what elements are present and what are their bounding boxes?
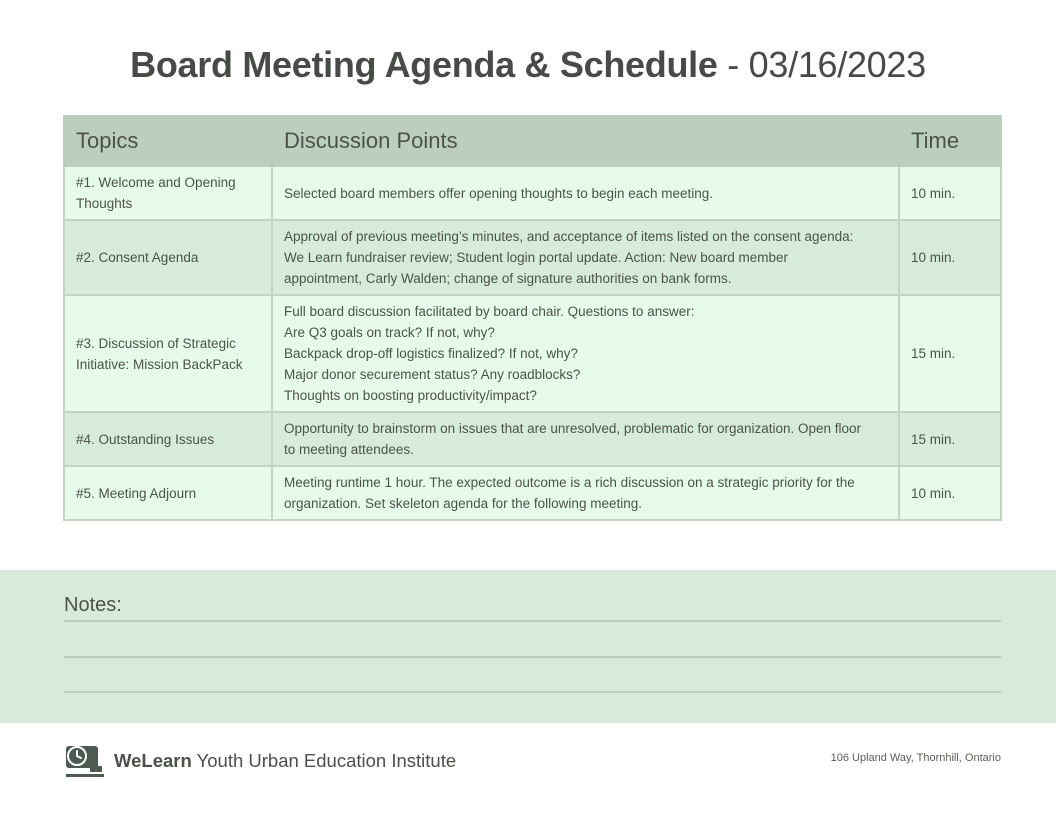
topic-line: Initiative: Mission BackPack bbox=[76, 356, 243, 372]
brand-name bbox=[114, 750, 456, 772]
point-line: Backpack drop-off logistics finalized? If not, why? bbox=[284, 346, 578, 361]
table-row bbox=[64, 295, 1001, 412]
notes-line bbox=[64, 656, 1001, 658]
notes-section bbox=[0, 570, 1056, 723]
header-topics: Topics bbox=[64, 116, 272, 166]
header-discussion-points: Discussion Points bbox=[272, 116, 899, 166]
point-line: Meeting runtime 1 hour. The expected outcome is a rich discussion on a strategic priority for the bbox=[284, 475, 855, 490]
topic-cell bbox=[64, 220, 272, 295]
topic-line: Thoughts bbox=[76, 196, 133, 211]
point-line: Opportunity to brainstorm on issues that are unresolved, problematic for organization. Open floor bbox=[284, 421, 862, 436]
header-time: Time bbox=[899, 116, 1001, 166]
topic-cell bbox=[64, 466, 272, 520]
table-row bbox=[64, 220, 1001, 295]
notes-line bbox=[64, 620, 1001, 622]
clock-monitor-icon bbox=[64, 744, 104, 778]
point-line: Are Q3 goals on track? If not, why? bbox=[284, 325, 495, 340]
point-line: appointment, Carly Walden; change of signature authorities on bank forms. bbox=[284, 271, 732, 286]
table-row bbox=[64, 466, 1001, 520]
points-cell bbox=[272, 412, 899, 466]
point-line: Major donor securement status? Any roadblocks? bbox=[284, 367, 581, 382]
time-cell: 10 min. bbox=[899, 466, 1001, 520]
topic-line: #3. Discussion of Strategic bbox=[76, 335, 236, 351]
address-text: 106 Upland Way, Thornhill, Ontario bbox=[830, 752, 1001, 764]
topic-line: #4. Outstanding Issues bbox=[76, 431, 215, 447]
table-row bbox=[64, 412, 1001, 466]
point-line: Full board discussion facilitated by board chair. Questions to answer: bbox=[284, 304, 695, 319]
topic-line: #2. Consent Agenda bbox=[76, 250, 199, 265]
point-line: organization. Set skeleton agenda for the following meeting. bbox=[284, 496, 642, 511]
point-line: Selected board members offer opening thoughts to begin each meeting. bbox=[284, 185, 714, 201]
points-cell bbox=[272, 166, 899, 220]
notes-line bbox=[64, 691, 1001, 693]
time-cell: 10 min. bbox=[899, 166, 1001, 220]
notes-label: Notes: bbox=[64, 594, 122, 616]
page-title bbox=[0, 44, 1056, 86]
topic-cell bbox=[64, 295, 272, 412]
point-line: Approval of previous meeting’s minutes, and acceptance of items listed on the consent agenda: bbox=[284, 229, 854, 244]
brand-rest: Youth Urban Education Institute bbox=[191, 750, 457, 771]
time-cell: 15 min. bbox=[899, 295, 1001, 412]
topic-cell bbox=[64, 412, 272, 466]
table-header-row bbox=[64, 116, 1001, 166]
agenda-table bbox=[63, 115, 1002, 521]
brand-bold: WeLearn bbox=[114, 750, 192, 771]
points-cell bbox=[272, 220, 899, 295]
point-line: to meeting attendees. bbox=[284, 442, 414, 457]
topic-line: #1. Welcome and Opening bbox=[76, 175, 236, 190]
points-cell bbox=[272, 295, 899, 412]
time-cell: 15 min. bbox=[899, 412, 1001, 466]
points-cell bbox=[272, 466, 899, 520]
point-line: We Learn fundraiser review; Student login portal update. Action: New board member bbox=[284, 250, 789, 265]
point-line: Thoughts on boosting productivity/impact? bbox=[284, 388, 537, 403]
time-cell: 10 min. bbox=[899, 220, 1001, 295]
title-main: Board Meeting Agenda & Schedule bbox=[130, 44, 718, 85]
title-date: - 03/16/2023 bbox=[717, 44, 926, 85]
topic-cell bbox=[64, 166, 272, 220]
topic-line: #5. Meeting Adjourn bbox=[76, 485, 197, 501]
table-row bbox=[64, 166, 1001, 220]
